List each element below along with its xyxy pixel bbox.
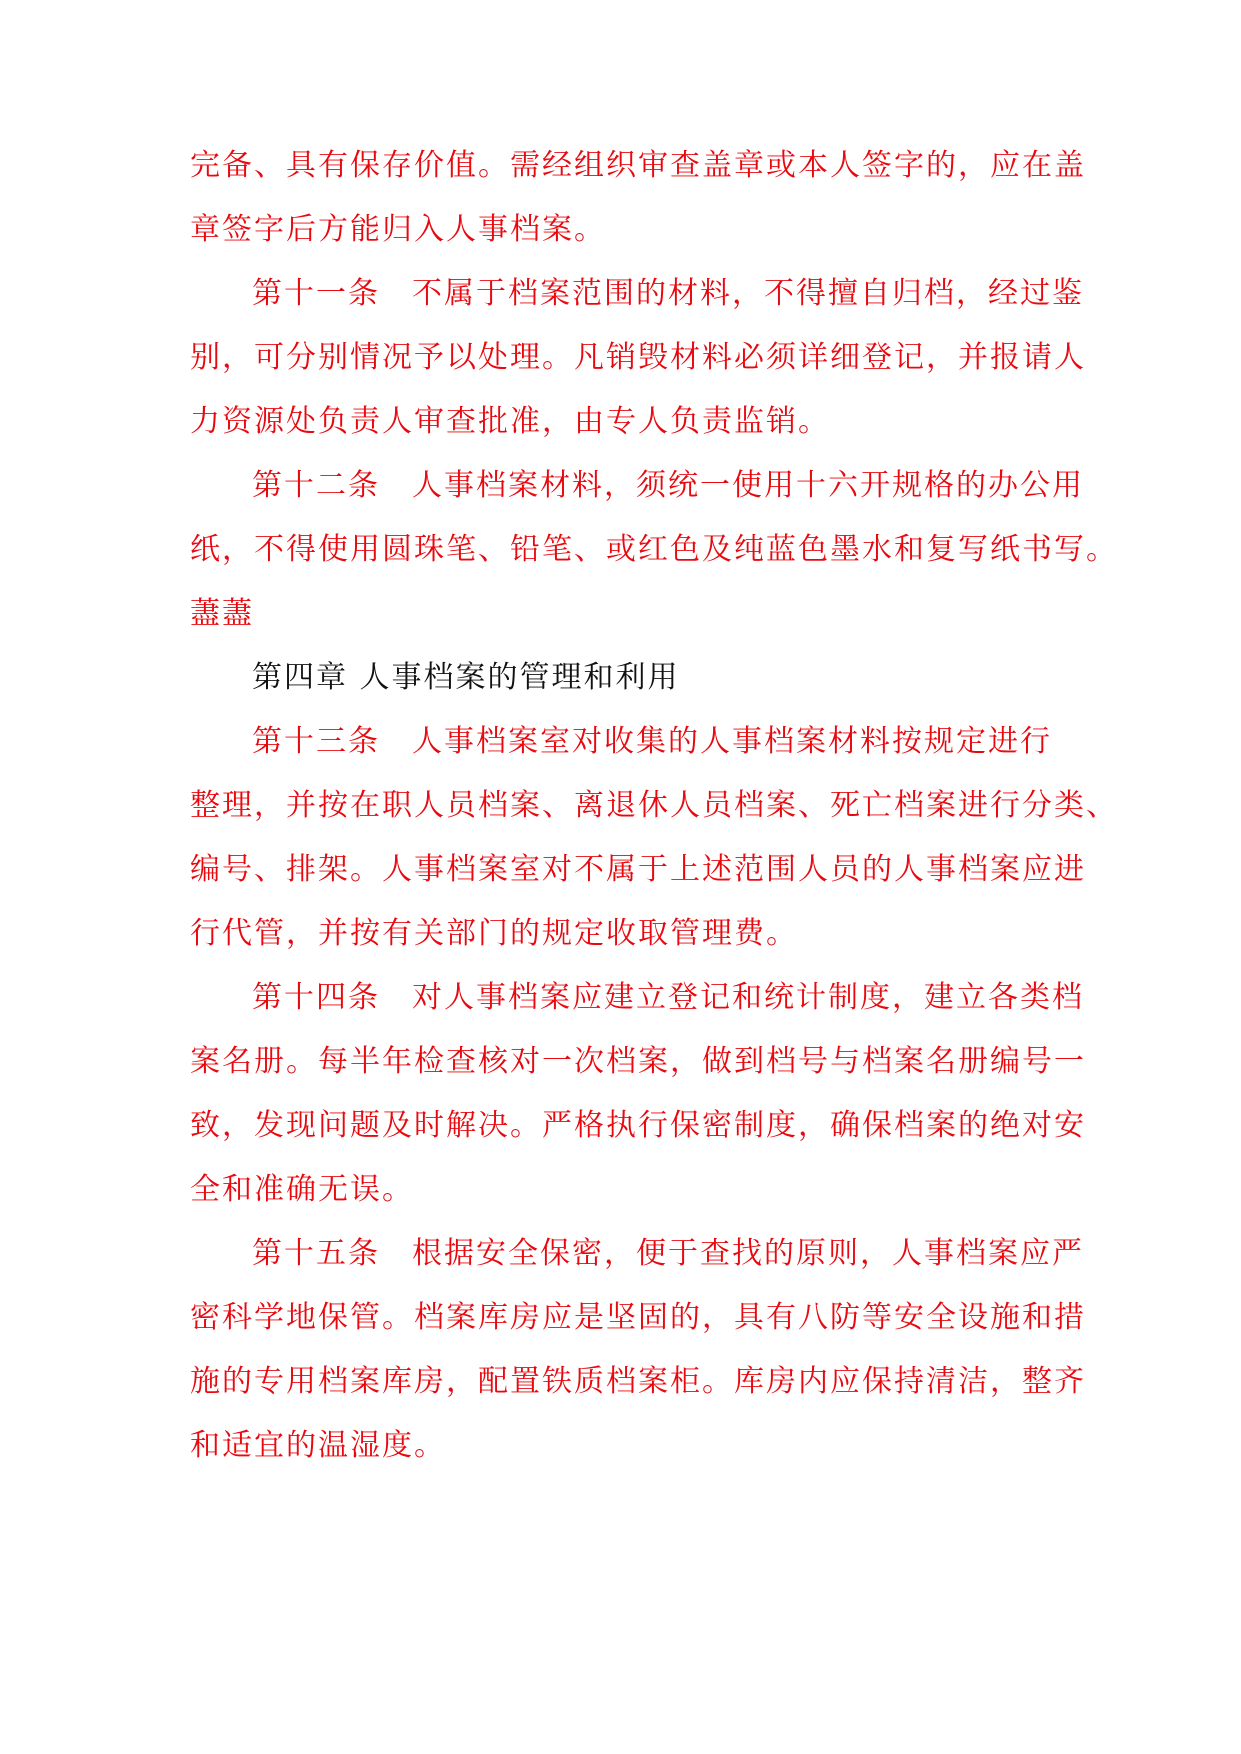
chapter-title <box>190 646 1050 710</box>
text-line: 力资源处负责人审查批准，由专人负责监销。 <box>190 404 830 439</box>
article-13 <box>190 710 1118 966</box>
text-line: 和适宜的温湿度。 <box>190 1428 446 1463</box>
chapter-heading: 第四章 人事档案的管理和利用 <box>252 660 680 695</box>
text-line: 第十一条 不属于档案范围的材料，不得擅自归档，经过鉴 <box>252 276 1084 311</box>
text-line: 全和准确无误。 <box>190 1172 414 1207</box>
text-line: 第十三条 人事档案室对收集的人事档案材料按规定进行 <box>252 724 1052 759</box>
text-line: 整理，并按在职人员档案、离退休人员档案、死亡档案进行分类、 <box>190 788 1118 823</box>
text-line: 别，可分别情况予以处理。凡销毁材料必须详细登记，并报请人 <box>190 340 1086 375</box>
article-12 <box>190 454 1118 646</box>
article-14 <box>190 966 1086 1222</box>
text-line: 藎藎 <box>190 596 254 631</box>
text-line: 行代管，并按有关部门的规定收取管理费。 <box>190 916 798 951</box>
text-line: 案名册。每半年检查核对一次档案，做到档号与档案名册编号一 <box>190 1044 1086 1079</box>
text-line: 第十五条 根据安全保密，便于查找的原则，人事档案应严 <box>252 1236 1084 1271</box>
paragraph-continuation <box>190 134 1086 262</box>
text-line: 第十四条 对人事档案应建立登记和统计制度，建立各类档 <box>252 980 1084 1015</box>
text-line: 纸，不得使用圆珠笔、铅笔、或红色及纯蓝色墨水和复写纸书写。 <box>190 532 1118 567</box>
text-line: 致，发现问题及时解决。严格执行保密制度，确保档案的绝对安 <box>190 1108 1086 1143</box>
text-line: 第十二条 人事档案材料，须统一使用十六开规格的办公用 <box>252 468 1084 503</box>
article-11 <box>190 262 1086 454</box>
text-line: 完备、具有保存价值。需经组织审查盖章或本人签字的，应在盖 <box>190 148 1086 183</box>
text-line: 密科学地保管。档案库房应是坚固的，具有八防等安全设施和措 <box>190 1300 1086 1335</box>
text-line: 施的专用档案库房，配置铁质档案柜。库房内应保持清洁，整齐 <box>190 1364 1086 1399</box>
text-line: 编号、排架。人事档案室对不属于上述范围人员的人事档案应进 <box>190 852 1086 887</box>
article-15 <box>190 1222 1086 1478</box>
text-line: 章签字后方能归入人事档案。 <box>190 212 606 247</box>
